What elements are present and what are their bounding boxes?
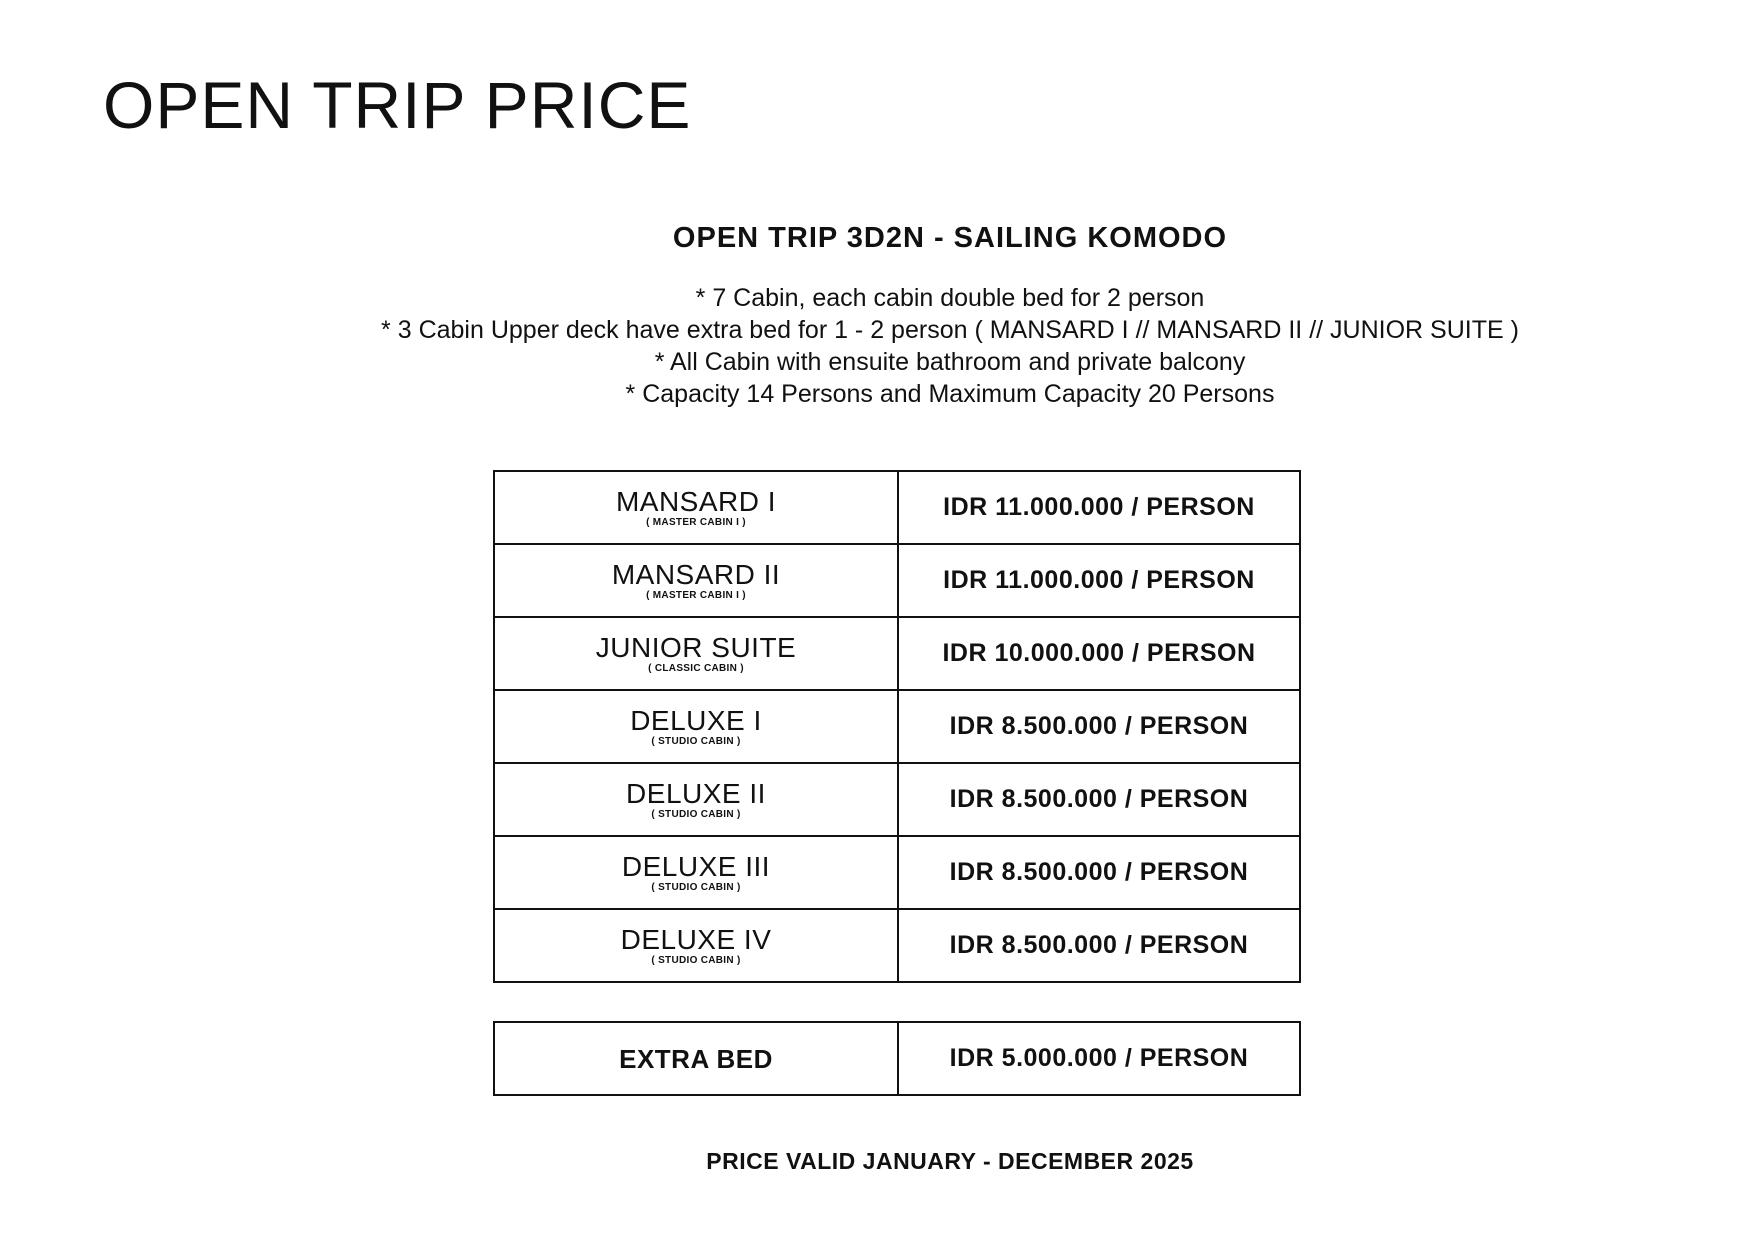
- cabin-name: DELUXE IV: [620, 923, 772, 955]
- cabin-type: ( STUDIO CABIN ): [651, 735, 741, 747]
- cabin-name-cell: [494, 544, 898, 617]
- trip-title: OPEN TRIP 3D2N - SAILING KOMODO: [672, 222, 1228, 254]
- table-row: [494, 544, 1300, 617]
- cabin-name-cell: [494, 690, 898, 763]
- trip-notes-list: [0, 282, 1754, 410]
- cabin-name: DELUXE III: [621, 850, 771, 882]
- cabin-type: ( MASTER CABIN I ): [646, 589, 746, 601]
- cabin-name: MANSARD I: [615, 485, 777, 517]
- cabin-price-cell: [898, 690, 1300, 763]
- cabin-name-cell: [494, 763, 898, 836]
- table-row: [494, 471, 1300, 544]
- cabin-name: JUNIOR SUITE: [595, 631, 797, 663]
- cabin-price: IDR 8.500.000 / PERSON: [949, 931, 1249, 959]
- cabin-price: IDR 11.000.000 / PERSON: [943, 566, 1255, 594]
- trip-note-capacity: * Capacity 14 Persons and Maximum Capacity 20 Persons: [625, 380, 1275, 408]
- cabin-name-cell: [494, 471, 898, 544]
- trip-note-extra-bed: * 3 Cabin Upper deck have extra bed for 1 - 2 person ( MANSARD I // MANSARD II // JUNIOR SUITE ): [381, 316, 1519, 344]
- page-title: OPEN TRIP PRICE: [103, 68, 692, 142]
- cabin-price-table: [493, 470, 1301, 983]
- cabin-type: ( STUDIO CABIN ): [651, 881, 741, 893]
- cabin-price: IDR 8.500.000 / PERSON: [949, 785, 1249, 813]
- cabin-price-cell: [898, 836, 1300, 909]
- cabin-name: DELUXE I: [630, 704, 762, 736]
- cabin-name-cell: [494, 909, 898, 982]
- cabin-price: IDR 8.500.000 / PERSON: [949, 858, 1249, 886]
- cabin-price: IDR 8.500.000 / PERSON: [949, 712, 1249, 740]
- extra-bed-table: [493, 1021, 1301, 1096]
- cabin-name-cell: [494, 617, 898, 690]
- cabin-price: IDR 10.000.000 / PERSON: [942, 639, 1256, 667]
- cabin-type: ( CLASSIC CABIN ): [648, 662, 744, 674]
- price-validity-note: PRICE VALID JANUARY - DECEMBER 2025: [706, 1148, 1194, 1174]
- cabin-name: DELUXE II: [626, 777, 766, 809]
- table-row: [494, 909, 1300, 982]
- cabin-price-cell: [898, 909, 1300, 982]
- table-row: [494, 617, 1300, 690]
- extra-bed-price: IDR 5.000.000 / PERSON: [949, 1044, 1249, 1072]
- cabin-price-cell: [898, 544, 1300, 617]
- extra-bed-price-cell: [898, 1022, 1300, 1095]
- extra-bed-name: EXTRA BED: [619, 1043, 773, 1074]
- trip-note-cabins: * 7 Cabin, each cabin double bed for 2 person: [695, 284, 1205, 312]
- cabin-price: IDR 11.000.000 / PERSON: [943, 493, 1255, 521]
- cabin-type: ( STUDIO CABIN ): [651, 954, 741, 966]
- trip-note-bathroom: * All Cabin with ensuite bathroom and private balcony: [654, 348, 1246, 376]
- cabin-name-cell: [494, 836, 898, 909]
- table-row: [494, 763, 1300, 836]
- table-row: [494, 836, 1300, 909]
- cabin-name: MANSARD II: [611, 558, 781, 590]
- cabin-price-cell: [898, 471, 1300, 544]
- table-row: [494, 690, 1300, 763]
- cabin-price-cell: [898, 763, 1300, 836]
- extra-bed-name-cell: [494, 1022, 898, 1095]
- cabin-price-cell: [898, 617, 1300, 690]
- table-row: [494, 1022, 1300, 1095]
- cabin-type: ( MASTER CABIN I ): [646, 516, 746, 528]
- cabin-type: ( STUDIO CABIN ): [651, 808, 741, 820]
